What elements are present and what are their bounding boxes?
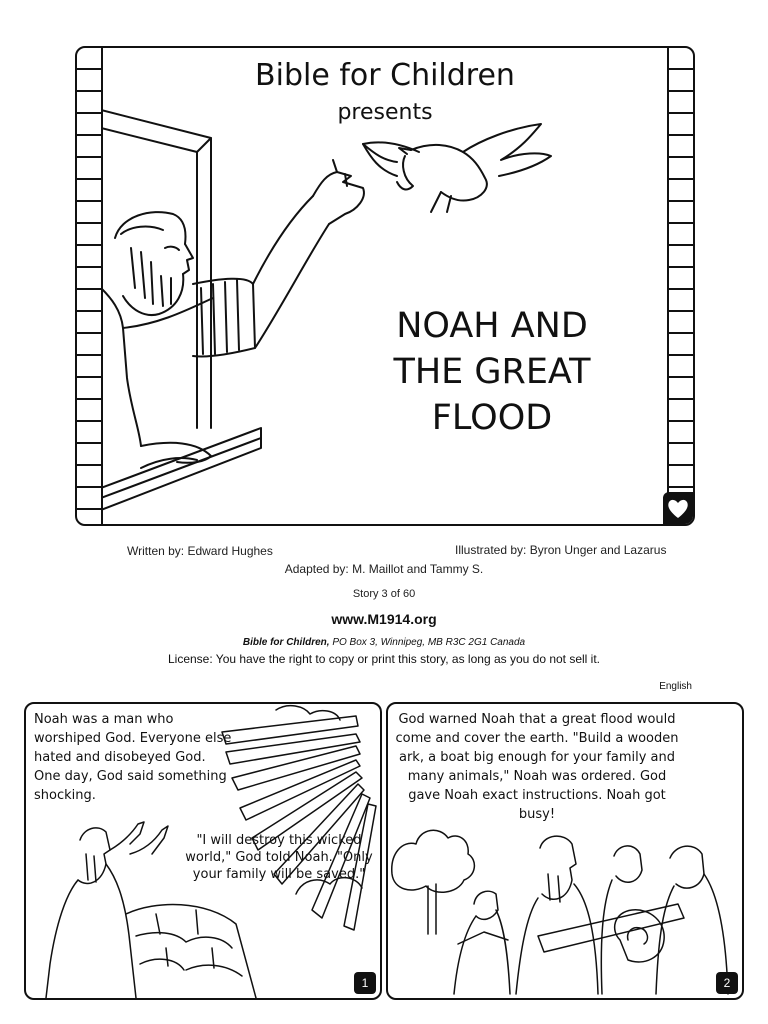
illustrated-by: Illustrated by: Byron Unger and Lazarus [455, 543, 667, 557]
presents-label: presents [337, 100, 433, 125]
series-title: Bible for Children [255, 58, 515, 93]
license-text: License: You have the right to copy or print this story, as long as you do not sell it. [167, 652, 601, 666]
org-address [0, 637, 768, 648]
panel-1-narration: Noah was a man who worshiped God. Everyone else hated and disobeyed God. One day, God said something shocking. [34, 712, 232, 803]
website-link[interactable]: www.M1914.org [331, 611, 437, 627]
panel-1-quote: "I will destroy this wicked world," God told Noah. "Only your family will be saved." [185, 833, 373, 882]
written-by: Written by: Edward Hughes [127, 544, 273, 558]
story-number: Story 3 of 60 [352, 588, 416, 600]
heart-icon [663, 492, 693, 524]
story-title: NOAH AND THE GREAT FLOOD [393, 306, 591, 438]
story-panel-2 [386, 702, 744, 1000]
org-address-line: PO Box 3, Winnipeg, MB R3C 2G1 Canada [329, 637, 526, 648]
page-number-1: 1 [354, 972, 376, 994]
panel-2-narration: God warned Noah that a great flood would come and cover the earth. "Build a wooden ark, a boat big enough for your family and many animals," Noah was ordered. God gave Noah exact instructions. Noah got busy! [395, 712, 679, 822]
page-number-2: 2 [716, 972, 738, 994]
language-label: English [659, 681, 692, 692]
cover-frame [75, 46, 695, 526]
adapted-by: Adapted by: M. Maillot and Tammy S. [284, 562, 484, 576]
org-name: Bible for Children, [242, 637, 330, 648]
story-panel-1 [24, 702, 382, 1000]
